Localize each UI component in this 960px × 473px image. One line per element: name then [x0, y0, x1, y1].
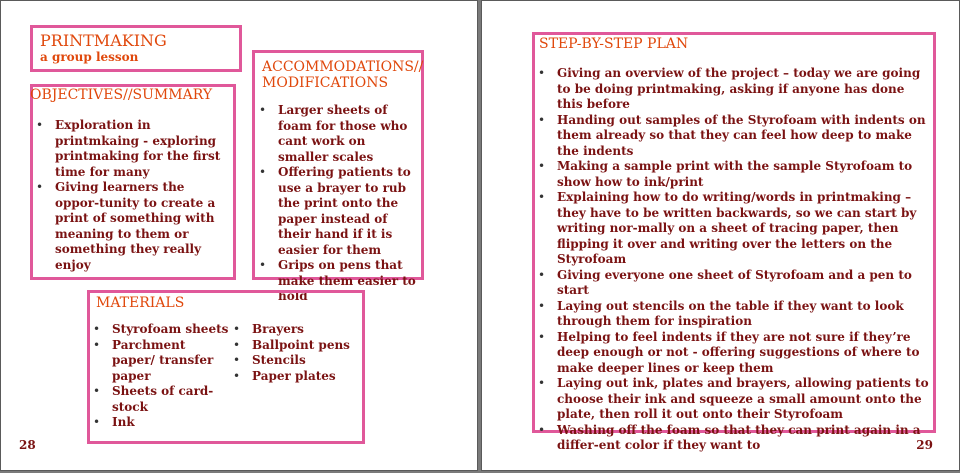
plan-step-text: Helping to feel indents if they are not sure if they’re deep enough or not - offering suggestions of where to make deeper lines or keep them — [557, 329, 920, 375]
materials-list-col2 — [230, 322, 350, 431]
plan-step-text: Giving everyone one sheet of Styrofoam and a pen to start — [557, 267, 912, 297]
right-page — [481, 0, 960, 471]
left-page — [0, 0, 478, 471]
accommodations-heading: ACCOMMODATIONS// MODIFICATIONS — [262, 59, 424, 91]
bullet-icon: • — [538, 112, 546, 127]
accommodation-item — [256, 103, 416, 165]
accommodations-box — [252, 50, 424, 303]
bullet-icon: • — [259, 103, 267, 117]
bullet-icon: • — [93, 384, 101, 398]
accommodation-item-text: Larger sheets of foam for those who cant work on smaller scales — [278, 103, 408, 164]
bullet-icon: • — [538, 376, 546, 390]
material-item-text: Ink — [112, 415, 135, 429]
bullet-icon: • — [93, 415, 101, 429]
plan-step — [535, 66, 931, 113]
bullet-icon: • — [93, 322, 101, 336]
plan-step — [535, 268, 931, 299]
plan-step — [535, 159, 931, 190]
page-number: 28 — [19, 438, 36, 452]
plan-step — [535, 299, 931, 330]
plan-list — [535, 66, 931, 454]
material-item-text: Parchment paper/ transfer paper — [112, 337, 214, 383]
objectives-box — [30, 84, 236, 280]
material-item-text: Sheets of card-stock — [112, 384, 214, 414]
material-item — [90, 338, 230, 385]
plan-step — [535, 423, 931, 454]
bullet-icon: • — [259, 258, 267, 272]
bullet-icon: • — [538, 190, 546, 204]
objective-item — [33, 118, 229, 180]
plan-step — [535, 330, 931, 377]
material-item — [230, 353, 350, 369]
bullet-icon: • — [538, 159, 546, 173]
plan-step-text: Explaining how to do writing/words in printmaking – they have to be written backwards, so we can start by writing nor-mally on a sheet of tracing paper, then flipping it over and writing over the letters on the Styrofoam — [557, 190, 917, 266]
accommodation-item-text: Grips on pens that make them easier to hold — [278, 258, 416, 303]
material-item-text: Ballpoint pens — [252, 337, 350, 352]
accommodation-item — [256, 165, 416, 258]
material-item — [90, 384, 230, 415]
materials-list-col1 — [90, 322, 230, 431]
plan-heading: STEP-BY-STEP PLAN — [539, 36, 689, 52]
material-item — [230, 322, 350, 338]
plan-step — [535, 190, 931, 268]
material-item — [230, 338, 350, 354]
page-number: 29 — [916, 438, 933, 452]
material-item-text: Styrofoam sheets — [112, 322, 229, 336]
bullet-icon: • — [233, 353, 241, 367]
bullet-icon: • — [233, 368, 241, 383]
bullet-icon: • — [538, 66, 546, 80]
objective-item-text: Giving learners the oppor-tunity to create a print of something with meaning to them or something they really enjoy — [55, 180, 216, 272]
bullet-icon: • — [36, 180, 44, 194]
bullet-icon: • — [538, 422, 546, 437]
material-item-text: Stencils — [252, 353, 306, 367]
bullet-icon: • — [538, 329, 546, 344]
materials-box — [87, 290, 365, 444]
material-item — [90, 415, 230, 431]
objective-item — [33, 180, 229, 273]
bullet-icon: • — [259, 165, 267, 179]
material-item — [230, 369, 350, 385]
accommodations-list — [256, 103, 416, 305]
bullet-icon: • — [93, 337, 101, 352]
page-title: PRINTMAKING — [40, 31, 167, 50]
materials-heading: MATERIALS — [96, 295, 185, 311]
objectives-list — [33, 118, 229, 273]
material-item-text: Brayers — [252, 322, 304, 336]
bullet-icon: • — [233, 322, 241, 336]
material-item-text: Paper plates — [252, 368, 336, 383]
title-box — [30, 25, 242, 72]
bullet-icon: • — [36, 118, 44, 132]
page-subtitle: a group lesson — [40, 50, 139, 64]
bullet-icon: • — [233, 337, 241, 352]
plan-step-text: Handing out samples of the Styrofoam with indents on them already so that they can feel how deep to make the indents — [557, 112, 926, 158]
plan-step-text: Laying out ink, plates and brayers, allowing patients to choose their ink and squeeze a small amount onto the plate, then roll it out onto their Styrofoam — [557, 376, 929, 421]
objective-item-text: Exploration in printmkaing - exploring printmaking for the first time for many — [55, 118, 221, 179]
bullet-icon: • — [538, 267, 546, 282]
bullet-icon: • — [538, 298, 546, 313]
plan-step-text: Washing off the foam so that they can print again in a differ-ent color if they want to — [557, 422, 921, 452]
objectives-heading: OBJECTIVES//SUMMARY — [30, 87, 213, 103]
plan-step-text: Giving an overview of the project – today we are going to be doing printmaking, asking if anyone has done this before — [557, 66, 921, 111]
accommodation-item-text: Offering patients to use a brayer to rub the print onto the paper instead of their hand if it is easier for them — [278, 165, 411, 257]
material-item — [90, 322, 230, 338]
plan-step-text: Making a sample print with the sample Styrofoam to show how to ink/print — [557, 159, 913, 189]
plan-step — [535, 113, 931, 160]
plan-step-text: Laying out stencils on the table if they want to look through them for inspiration — [557, 298, 904, 328]
plan-step — [535, 376, 931, 423]
